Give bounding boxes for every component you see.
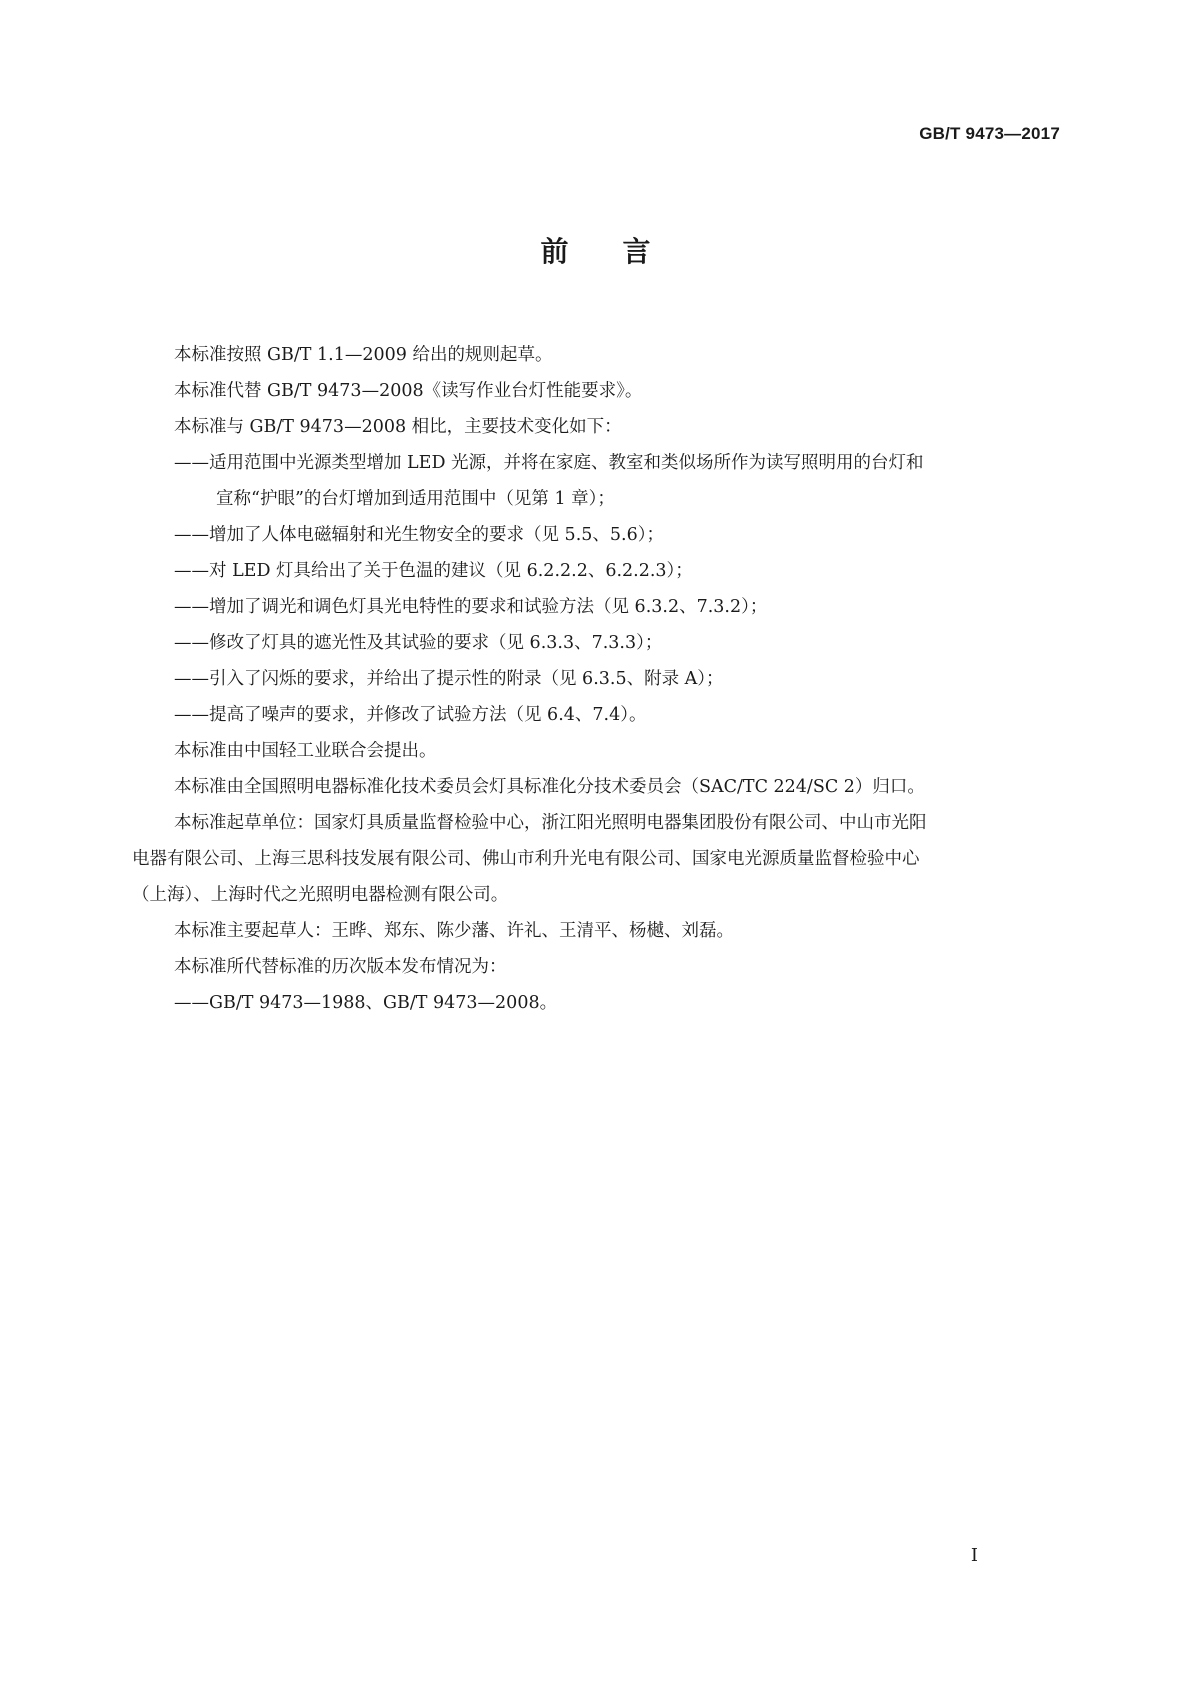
standard-code: GB/T 9473—2017 — [919, 124, 1060, 143]
change-item: ——提高了噪声的要求，并修改了试验方法（见 6.4、7.4）。 — [174, 705, 647, 725]
change-item: ——增加了调光和调色灯具光电特性的要求和试验方法（见 6.3.2、7.3.2）； — [174, 597, 768, 617]
change-item-continuation: 宣称“护眼”的台灯增加到适用范围中（见第 1 章）； — [216, 489, 615, 509]
change-item: ——对 LED 灯具给出了关于色温的建议（见 6.2.2.2、6.2.2.3）； — [174, 561, 693, 581]
page-number: I — [970, 1545, 978, 1566]
paragraph-proposer: 本标准由中国轻工业联合会提出。 — [174, 741, 437, 761]
paragraph-drafting-units-continued: 电器有限公司、上海三思科技发展有限公司、佛山市利升光电有限公司、国家电光源质量监督检验中心 — [132, 849, 920, 869]
paragraph-replaces: 本标准代替 GB/T 9473—2008《读写作业台灯性能要求》。 — [174, 381, 643, 401]
paragraph-changes-intro: 本标准与 GB/T 9473—2008 相比，主要技术变化如下： — [174, 417, 622, 437]
paragraph-history-intro: 本标准所代替标准的历次版本发布情况为： — [174, 957, 507, 977]
paragraph-drafting-units-continued: （上海）、上海时代之光照明电器检测有限公司。 — [132, 885, 509, 905]
change-item: ——增加了人体电磁辐射和光生物安全的要求（见 5.5、5.6）； — [174, 525, 664, 545]
paragraph-drafters: 本标准主要起草人：王晔、郑东、陈少藩、许礼、王清平、杨樾、刘磊。 — [174, 921, 734, 941]
history-item: ——GB/T 9473—1988、GB/T 9473—2008。 — [174, 993, 558, 1013]
change-item: ——适用范围中光源类型增加 LED 光源，并将在家庭、教室和类似场所作为读写照明用的台灯和 — [174, 453, 924, 473]
paragraph-committee: 本标准由全国照明电器标准化技术委员会灯具标准化分技术委员会（SAC/TC 224/SC 2）归口。 — [174, 777, 925, 797]
change-item: ——修改了灯具的遮光性及其试验的要求（见 6.3.3、7.3.3）； — [174, 633, 663, 653]
change-item: ——引入了闪烁的要求，并给出了提示性的附录（见 6.3.5、附录 A）； — [174, 669, 724, 689]
paragraph-drafting-rules: 本标准按照 GB/T 1.1—2009 给出的规则起草。 — [174, 345, 553, 365]
paragraph-drafting-units: 本标准起草单位：国家灯具质量监督检验中心，浙江阳光照明电器集团股份有限公司、中山市光阳 — [174, 813, 927, 833]
page-title: 前言 — [540, 235, 705, 268]
document-body — [132, 337, 1054, 1021]
